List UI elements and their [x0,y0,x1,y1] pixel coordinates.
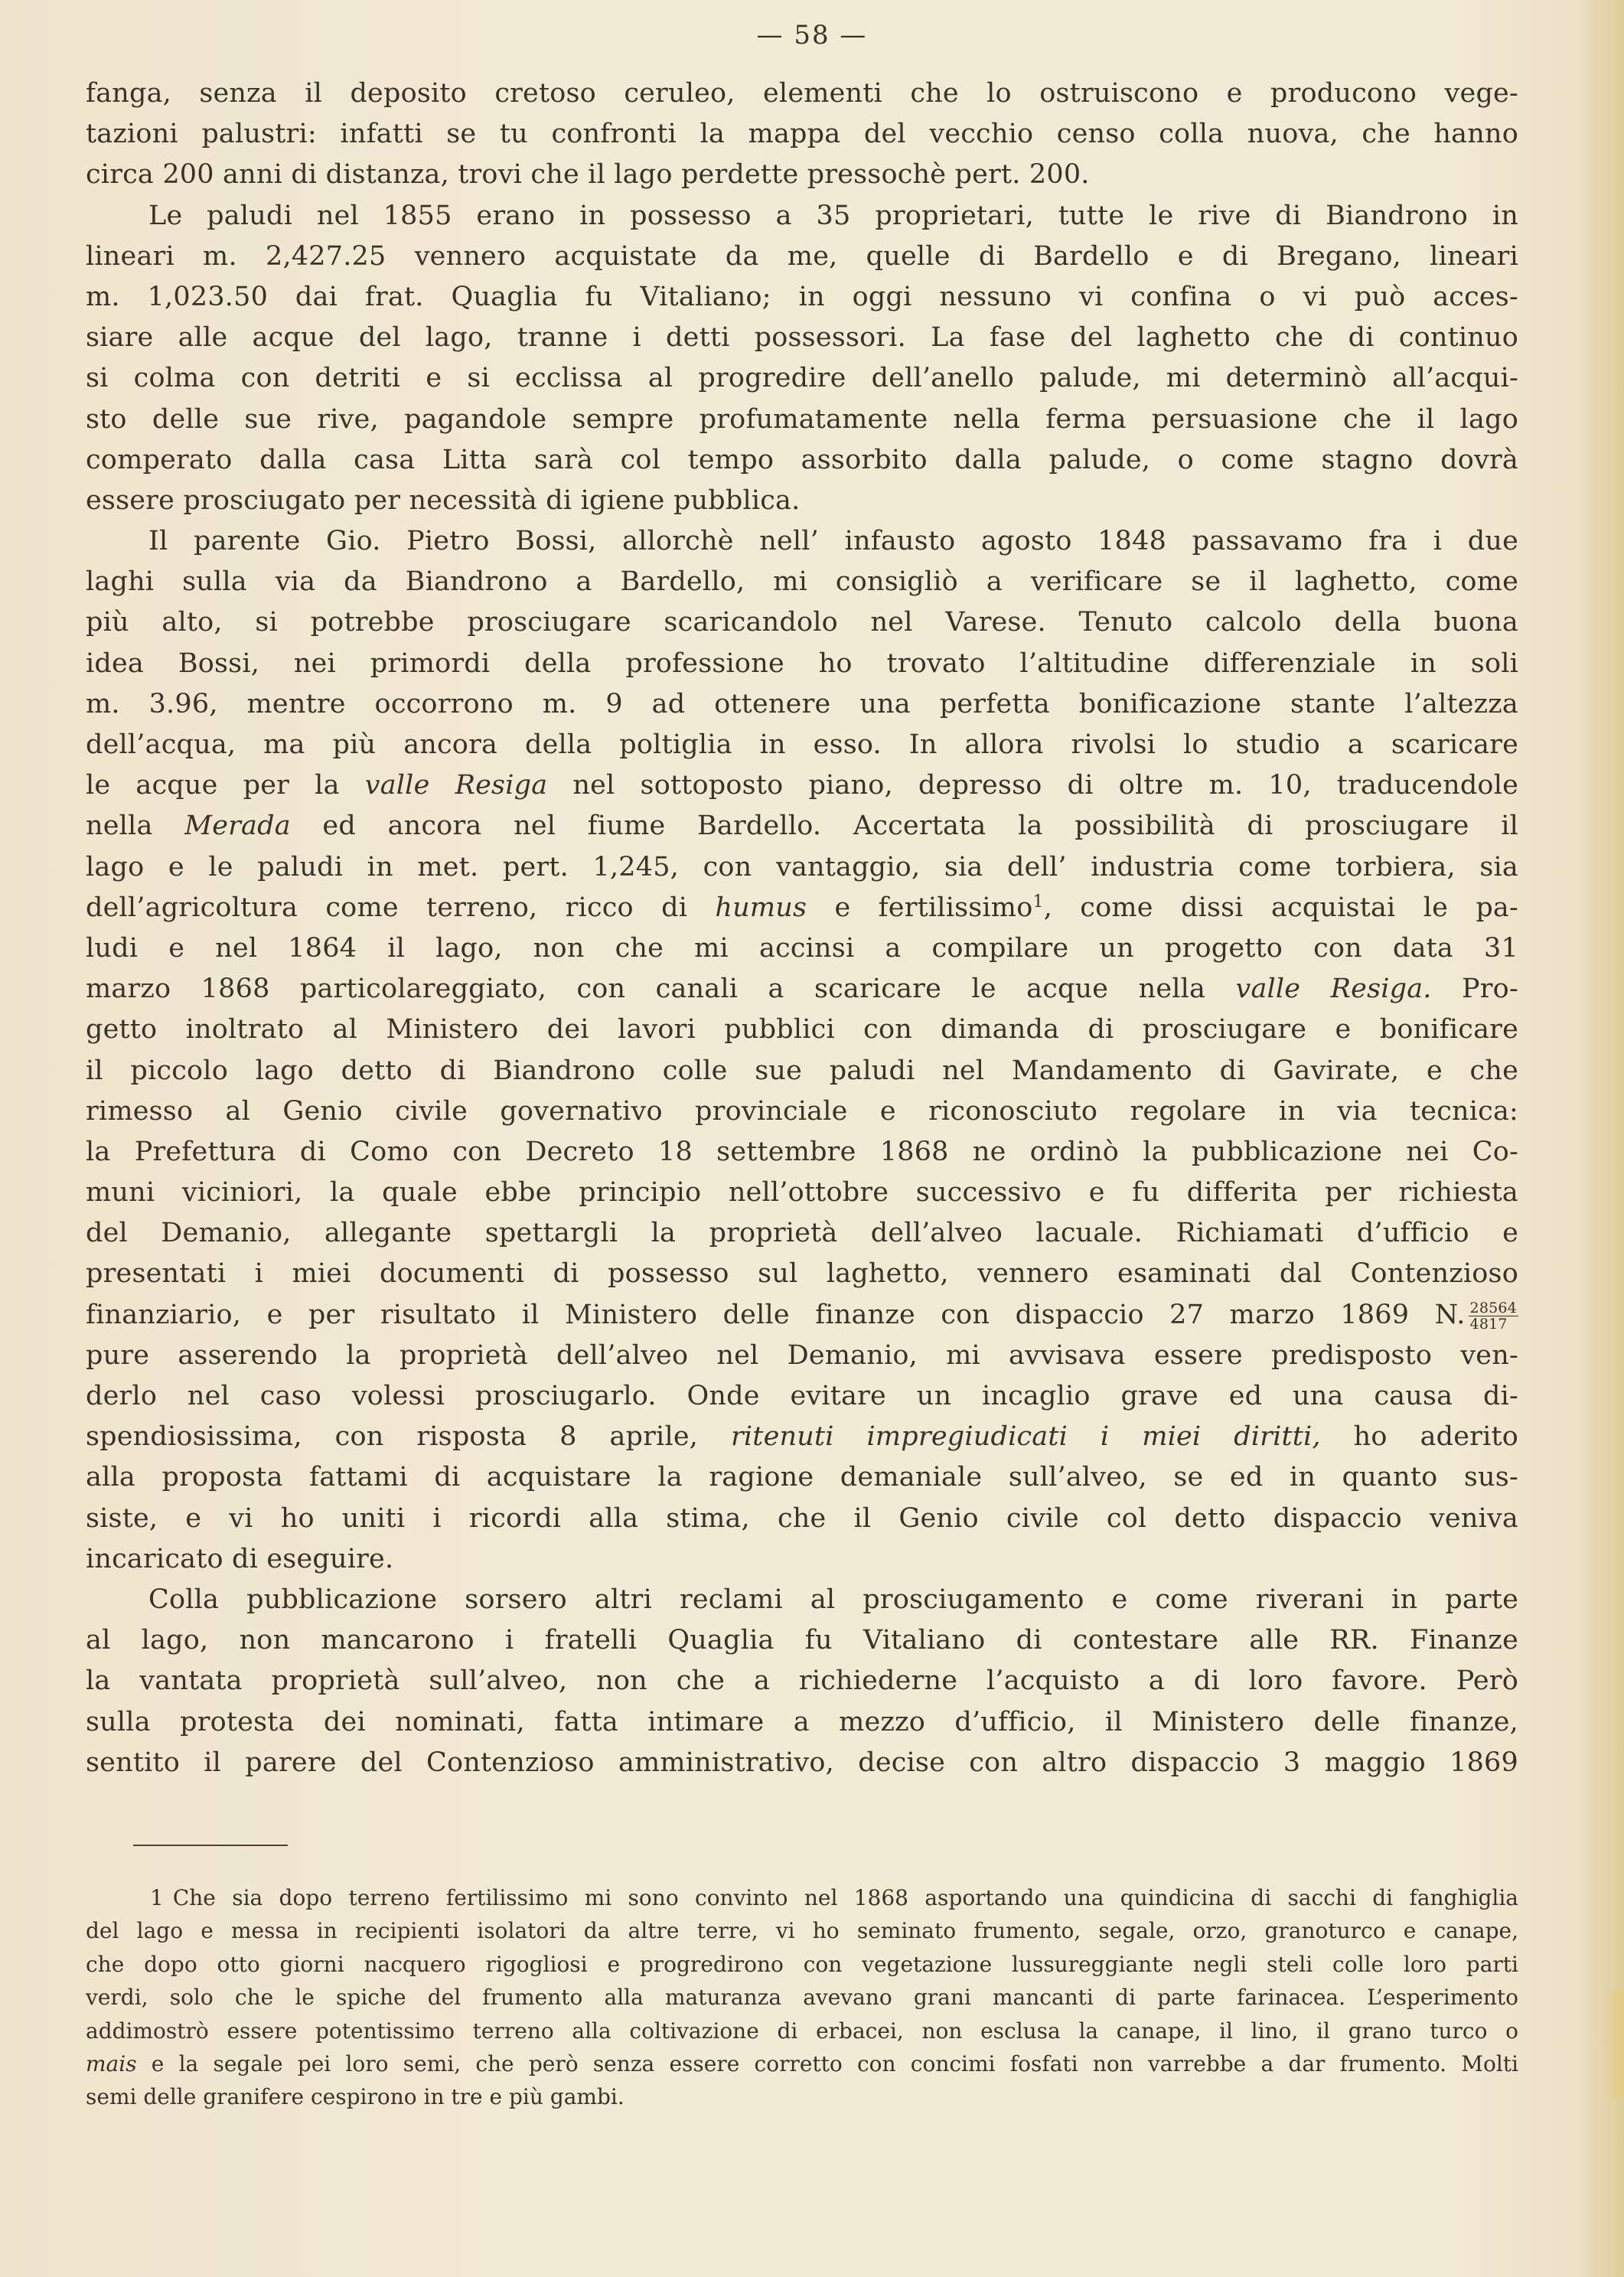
text-run: spendiosissima, con risposta 8 aprile, [86,1421,731,1453]
footnote-line: del lago e messa in recipienti isolatori da altre terre, vi ho seminato frumento, segale, orzo, granoturco e canape, [86,1918,1518,1944]
italic-term: mais [86,2050,137,2076]
text-line: lineari m. 2,427.25 vennero acquistate da me, quelle di Bardello e di Bregano, lineari [86,240,1518,272]
text-line: muni viciniori, la quale ebbe principio nell’ottobre successivo e fu differita per richiesta [86,1177,1518,1209]
text-line: tazioni palustri: infatti se tu confronti la mappa del vecchio censo colla nuova, che hanno [86,119,1518,150]
text-run: ho aderito [1320,1421,1519,1453]
text-line: m. 1,023.50 dai frat. Quaglia fu Vitaliano; in oggi nessuno vi confina o vi può acces- [86,281,1518,312]
text-line [86,765,1518,806]
footnote-line [86,1881,1518,1914]
text-line: comperato dalla casa Litta sarà col tempo assorbito dalla palude, o come stagno dovrà [86,444,1518,475]
text-line: sentito il parere del Contenzioso amministrativo, decise con altro dispaccio 3 maggio 1869 [86,1747,1518,1778]
text-run: le acque per la [86,770,365,801]
text-line: circa 200 anni di distanza, trovi che il lago perdette pressochè pert. 200. [86,159,1090,191]
page-edge-stain [1601,1990,1624,2097]
text-run: Pro- [1431,974,1518,1005]
text-run: Che sia dopo terreno fertilissimo mi sono convinto nel 1868 asportando una quindicina di sacchi di fanghiglia [172,1885,1518,1910]
text-line: idea Bossi, nei primordi della professione ho trovato l’altitudine differenziale in soli [86,648,1518,679]
page-number: — 58 — [756,20,868,51]
text-run: nel sottoposto piano, depresso di oltre m. 10, traducendole [547,770,1519,801]
footnote-line: addimostrò essere potentissimo terreno alla coltivazione di erbacei, non esclusa la canape, il lino, il grano turco o [86,2018,1518,2044]
footnote-line: verdi, solo che le spiche del frumento alla maturanza avevano grani mancanti di parte farinacea. L’esperimento [86,1985,1518,2011]
text-run: e fertilissimo [807,892,1033,923]
paragraph-start-line: Colla pubblicazione sorsero altri reclami al prosciugamento e come riverani in parte [148,1584,1518,1615]
text-line: del Demanio, allegante spettargli la proprietà dell’alveo lacuale. Richiamati d’ufficio e [86,1218,1518,1249]
text-line: sulla protesta dei nominati, fatta intimare a mezzo d’ufficio, il Ministero delle finanze, [86,1706,1518,1737]
text-line: incaricato di eseguire. [86,1543,394,1574]
text-run: finanziario, e per risultato il Ministero delle finanze con dispaccio 27 marzo 1869 N. [86,1299,1466,1330]
footnote-marker: 1 [150,1885,164,1910]
text-run: e la segale pei loro semi, che però senza essere corretto con concimi fosfati non varrebbe a dar frumento. Molti [136,2050,1518,2076]
italic-place-name: valle Resiga [364,770,548,801]
footnote-reference[interactable]: 1 [1032,892,1044,912]
text-line: siare alle acque del lago, tranne i detti possessori. La fase del laghetto che di continuo [86,322,1518,354]
footnote-line: che dopo otto giorni nacquero rigogliosi e progredirono con vegetazione lussureggiante negli steli colle loro parti [86,1951,1518,1977]
footnote-divider [133,1845,288,1846]
text-run: dell’agricoltura come terreno, ricco di [86,892,716,923]
text-line: laghi sulla via da Biandrono a Bardello, mi consigliò a verificare se il laghetto, come [86,566,1518,598]
text-line: sto delle sue rive, pagandole sempre profumatamente nella ferma persuasione che il lago [86,403,1518,435]
text-line: la vantata proprietà sull’alveo, non che a richiederne l’acquisto a di loro favore. Però [86,1665,1518,1697]
text-line: siste, e vi ho uniti i ricordi alla stima, che il Genio civile col detto dispaccio veniva [86,1502,1518,1534]
paragraph-start-line: Le paludi nel 1855 erano in possesso a 35 proprietari, tutte le rive di Biandrono in [148,200,1518,231]
protocol-number-fraction [1469,1300,1518,1332]
paragraph-start-line: Il parente Gio. Pietro Bossi, allorchè nell’ infausto agosto 1848 passavamo fra i due [148,526,1518,557]
text-line: derlo nel caso volessi prosciugarlo. Onde evitare un incaglio grave ed una causa di- [86,1381,1518,1411]
text-line: la Prefettura di Como con Decreto 18 settembre 1868 ne ordinò la pubblicazione nei Co- [86,1136,1518,1167]
text-run: marzo 1868 particolareggiato, con canali a scaricare le acque nella [86,974,1236,1005]
text-line [86,969,1518,1010]
text-line: fanga, senza il deposito cretoso ceruleo, elementi che lo ostruiscono e producono vege- [86,78,1518,109]
italic-term: humus [715,892,807,923]
text-line: pure asserendo la proprietà dell’alveo nel Demanio, mi avvisava essere predisposto ven- [86,1339,1518,1371]
text-line: si colma con detriti e si ecclissa al progredire dell’anello palude, mi determinò all’acqui- [86,363,1518,394]
italic-place-name: valle Resiga. [1235,974,1432,1005]
text-line: dell’acqua, ma più ancora della poltiglia in esso. In allora rivolsi lo studio a scaricare [86,729,1518,760]
text-line [86,806,1518,847]
page-edge-shadow [1578,0,1624,2277]
italic-place-name: Merada [184,811,291,842]
text-run: nella [86,811,185,842]
footnote [86,1881,1518,2114]
text-run: ed ancora nel fiume Bardello. Accertata la possibilità di prosciugare il [290,811,1518,842]
text-line: alla proposta fattami di acquistare la ragione demaniale sull’alveo, se ed in quanto sus- [86,1462,1518,1493]
text-line: rimesso al Genio civile governativo provinciale e riconosciuto regolare in via tecnica: [86,1095,1518,1127]
text-line: essere prosciugato per necessità di igiene pubblica. [86,484,801,516]
text-line: al lago, non mancarono i fratelli Quaglia fu Vitaliano di contestare alle RR. Finanze [86,1625,1518,1656]
fraction-numerator: 28564 [1469,1299,1517,1316]
text-line: m. 3.96, mentre occorrono m. 9 ad ottenere una perfetta bonificazione stante l’altezza [86,688,1518,719]
text-line [86,888,1518,928]
text-line [86,1295,1518,1336]
text-line: più alto, si potrebbe prosciugare scaricandolo nel Varese. Tenuto calcolo della buona [86,607,1518,638]
text-line [86,1417,1518,1457]
italic-phrase: ritenuti impregiudicati i miei diritti, [730,1421,1321,1453]
text-line: lago e le paludi in met. pert. 1,245, con vantaggio, sia dell’ industria come torbiera, sia [86,851,1518,882]
footnote-line: semi delle granifere cespirono in tre e più gambi. [86,2084,624,2110]
text-line: il piccolo lago detto di Biandrono colle sue paludi nel Mandamento di Gavirate, e che [86,1055,1518,1086]
body-text [86,73,1518,1783]
text-line: presentati i miei documenti di possesso sul laghetto, vennero esaminati dal Contenzioso [86,1258,1518,1290]
text-line: ludi e nel 1864 il lago, non che mi accinsi a compilare un progetto con data 31 [86,932,1518,964]
fraction-denominator: 4817 [1469,1315,1508,1333]
text-run: , come dissi acquistai le pa- [1043,892,1519,923]
footnote-line [86,2047,1518,2080]
text-line: getto inoltrato al Ministero dei lavori pubblici con dimanda di prosciugare e bonificare [86,1014,1518,1046]
